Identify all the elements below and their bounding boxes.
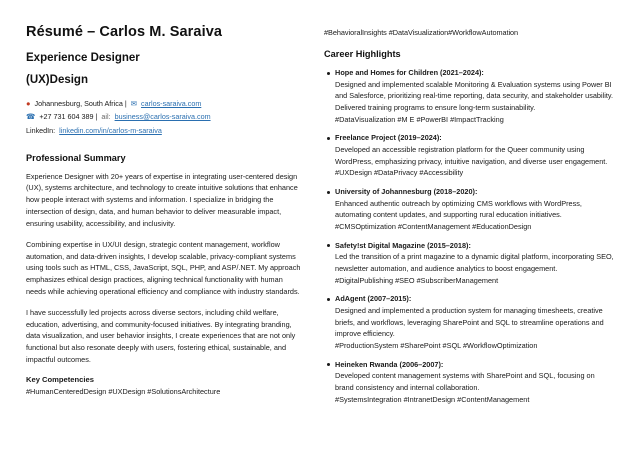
career-highlights-list	[324, 67, 614, 405]
job-description: Developed an accessible registration platform for the Queer community using WordPress, emphasizing privacy, intuitive navigation, and diverse user engagement.	[335, 145, 608, 166]
job-tags: #DataVisualization #M E #PowerBI #ImpactTracking	[335, 114, 504, 124]
job-title: Heineken Rwanda (2006–2007):	[335, 359, 444, 369]
list-item	[335, 293, 614, 351]
linkedin-label: LinkedIn:	[26, 125, 56, 135]
job-tags: #DigitalPublishing #SEO #SubscriberManagement	[335, 275, 499, 285]
job-description: Enhanced authentic outreach by optimizing CMS workflows with WordPress, automating content updates, and supporting rural education initiatives.	[335, 198, 582, 220]
contact-location-row	[26, 98, 302, 110]
linkedin-link[interactable]: linkedin.com/in/carlos-m-saraiva	[59, 125, 162, 135]
contact-email-prefix: ail:	[101, 112, 111, 122]
list-item	[335, 240, 614, 287]
job-title: Hope and Homes for Children (2021–2024):	[335, 68, 484, 77]
right-column	[320, 24, 614, 442]
top-tags: #BehavioralInsights #DataVisualization#WorkflowAutomation	[324, 28, 519, 37]
contact-phone: +27 731 604 389 |	[39, 112, 98, 122]
list-item	[335, 132, 614, 179]
job-description: Designed and implemented a production system for managing timesheets, creative briefs, and workflows, leveraging SharePoint and SQL to streamline operations and improve efficiency.	[335, 306, 604, 339]
role-line-1: Experience Designer	[26, 52, 140, 64]
left-column	[26, 24, 320, 442]
job-description: Developed content management systems with SharePoint and SQL, focusing on brand consistency and internal collaboration.	[335, 371, 595, 393]
job-title: Freelance Project (2019–2024):	[335, 133, 442, 143]
summary-paragraph-2: Combining expertise in UX/UI design, strategic content management, workflow automation, and data-driven insights, I develop scalable, privacy-compliant systems using tools such as HTML, CSS, JavaScript, SQL, PHP, and ASP/.NET. My approach emphasizes ethical design practices, aligning technical functionality with human needs while achieving operational efficiency and compliance with industry standards.	[26, 239, 301, 296]
summary-paragraph-3: I have successfully led projects across diverse sectors, including child welfare, education, advertising, and community-focused initiatives. By integrating branding, data visualization, and user behavior insights, I create experiences that are not only functional but also resonate deeply with users, fostering ethical, sustainable, and impactful outcomes.	[26, 307, 296, 364]
contact-block	[26, 98, 302, 137]
job-title: AdAgent (2007–2015):	[335, 294, 412, 304]
role-line-2: (UX)Design	[26, 74, 88, 86]
job-tags: #ProductionSystem #SharePoint #SQL #WorkflowOptimization	[335, 341, 538, 351]
summary-paragraph-1: Experience Designer with 20+ years of expertise in integrating user-centered design (UX), systems architecture, and technology to create intuitive solutions that enhance how people interact with systems and information. I specialize in bridging the intersection of design, data, and human behavior to deliver measurable impact, ensuring usability, accessibility, and inclusivity.	[26, 171, 298, 228]
job-tags: #CMSOptimization #ContentManagement #EducationDesign	[335, 222, 532, 232]
job-title: University of Johannesburg (2018–2020):	[335, 187, 478, 197]
list-item	[335, 67, 614, 125]
phone-icon: ☎	[26, 112, 36, 122]
job-description: Led the transition of a print magazine to a dynamic digital platform, incorporating SEO, newsletter automation, and audience analytics to boost engagement.	[335, 252, 614, 274]
map-pin-icon: ●	[26, 99, 31, 108]
section-title-competencies: Key Competencies	[26, 374, 94, 384]
job-tags: #UXDesign #DataPrivacy #Accessibility	[335, 168, 464, 178]
list-item	[335, 186, 614, 233]
section-title-highlights: Career Highlights	[324, 49, 401, 59]
page-title: Résumé – Carlos M. Saraiva	[26, 24, 223, 40]
contact-linkedin-row	[26, 125, 302, 137]
contact-location: Johannesburg, South Africa |	[34, 99, 127, 108]
contact-website-link[interactable]: carlos-saraiva.com	[141, 99, 202, 108]
contact-email-link[interactable]: business@carlos-saraiva.com	[114, 112, 211, 122]
contact-phone-row	[26, 111, 302, 123]
job-description: Designed and implemented scalable Monitoring & Evaluation systems using Power BI and Salesforce, prioritizing real-time reporting, data security, and stakeholder usability. Delivered training programs to ensure long-term sustainability.	[335, 79, 614, 113]
job-tags: #SystemsIntegration #IntranetDesign #ContentManagement	[335, 394, 530, 404]
envelope-icon: ✉	[130, 99, 137, 108]
section-title-summary: Professional Summary	[26, 152, 126, 163]
competencies-tags: #HumanCenteredDesign #UXDesign #SolutionsArchitecture	[26, 386, 221, 396]
list-item	[335, 359, 614, 406]
job-title: Safety!st Digital Magazine (2015–2018):	[335, 240, 471, 250]
